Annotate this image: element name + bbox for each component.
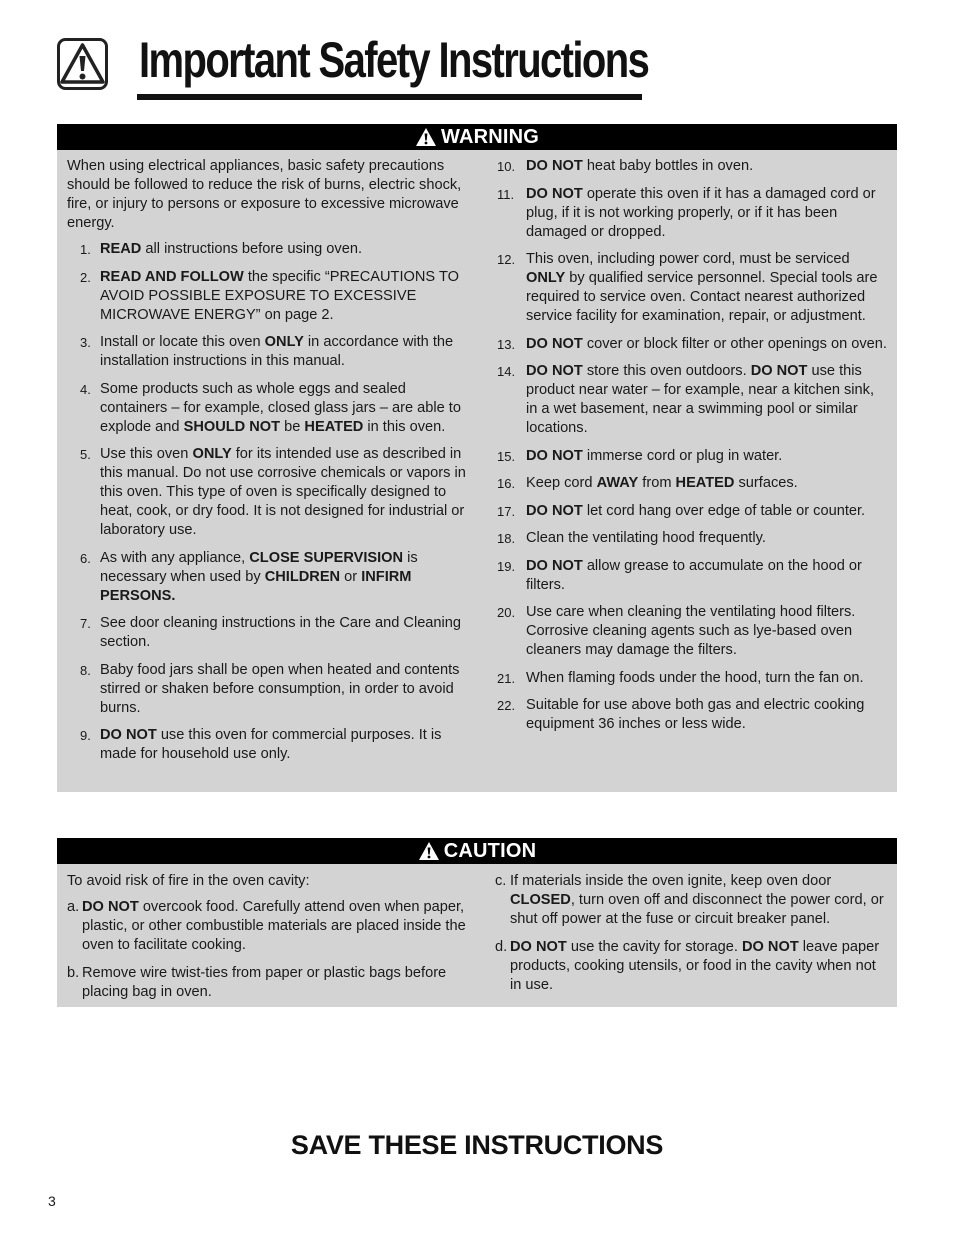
warning-item xyxy=(497,474,887,493)
warning-triangle-icon xyxy=(418,841,440,861)
warning-left-column xyxy=(67,157,467,773)
item-text: See door cleaning instructions in the Care and Cleaning section. xyxy=(100,615,462,650)
item-number: 14. xyxy=(497,364,516,379)
item-number: 10. xyxy=(497,159,516,174)
warning-item xyxy=(497,250,887,326)
warning-item xyxy=(497,157,887,176)
item-text: DO NOT immerse cord or plug in water. xyxy=(526,447,783,464)
item-text: Suitable for use above both gas and electric cooking equipment 36 inches or less wide. xyxy=(526,697,865,732)
item-number: 7. xyxy=(80,616,91,631)
warning-item xyxy=(67,268,467,325)
warning-item xyxy=(67,614,467,652)
item-text: DO NOT operate this oven if it has a damaged cord or plug, if it is not working properly, or if it has been damaged or dropped. xyxy=(526,185,876,240)
item-number: 3. xyxy=(80,335,91,350)
item-text: Keep cord AWAY from HEATED surfaces. xyxy=(526,475,798,491)
warning-item xyxy=(497,529,887,548)
caution-left-column xyxy=(67,872,467,1010)
warning-item xyxy=(497,696,887,734)
warning-right-column xyxy=(497,157,887,743)
item-number: 15. xyxy=(497,448,516,464)
item-number: 13. xyxy=(497,336,516,352)
item-text: READ AND FOLLOW the specific “PRECAUTIONS TO AVOID POSSIBLE EXPOSURE TO EXCESSIVE MICROWAVE ENERGY” on page 2. xyxy=(100,268,459,323)
caution-item: c. If materials inside the oven ignite, keep oven door CLOSED, turn oven off and disconnect the power cord, or shut off power at the fuse or circuit breaker panel. xyxy=(495,873,884,927)
page-title: Important Safety Instructions xyxy=(139,32,649,88)
caution-item: b. Remove wire twist-ties from paper or plastic bags before placing bag in oven. xyxy=(67,964,447,1000)
item-number: 11. xyxy=(497,186,515,202)
item-number: 21. xyxy=(497,670,516,686)
warning-item xyxy=(67,240,467,259)
item-number: 17. xyxy=(497,503,516,519)
item-number: 18. xyxy=(497,531,516,546)
item-text: READ all instructions before using oven. xyxy=(100,241,363,257)
item-text: Some products such as whole eggs and sealed containers – for example, closed glass jars – are able to explode and SHOULD NOT be HEATED in this oven. xyxy=(100,380,461,435)
warning-item xyxy=(497,447,887,466)
item-number: 4. xyxy=(80,381,91,397)
caution-label: CAUTION xyxy=(443,839,537,862)
warning-intro: When using electrical appliances, basic safety precautions should be followed to reduce the risk of burns, electric shock, fire, or injury to persons or exposure to excessive microwave energy. xyxy=(67,158,462,231)
warning-item xyxy=(67,726,467,764)
item-text: As with any appliance, CLOSE SUPERVISION is necessary when used by CHILDREN or INFIRM PERSONS. xyxy=(100,549,418,604)
item-text: Use this oven ONLY for its intended use as described in this manual. Do not use corrosive chemicals or vapors in this oven. This type of oven is specifically designed to heat, cook, or dry food. It is not designed for industrial or laboratory use. xyxy=(100,446,466,538)
item-text: When flaming foods under the hood, turn the fan on. xyxy=(526,669,864,686)
warning-item xyxy=(67,549,467,606)
item-text: DO NOT allow grease to accumulate on the hood or filters. xyxy=(526,557,862,593)
item-letter: a. xyxy=(67,899,80,915)
warning-triangle-icon xyxy=(57,38,108,90)
caution-item: a. DO NOT overcook food. Carefully attend oven when paper, plastic, or other combustible materials are placed inside the oven to facilitate cooking. xyxy=(67,899,466,953)
warning-item xyxy=(497,603,887,660)
item-text: Use care when cleaning the ventilating hood filters. Corrosive cleaning agents such as lye-based oven cleaners may damage the filters. xyxy=(526,604,856,658)
warning-item xyxy=(497,362,887,438)
item-text: Install or locate this oven ONLY in accordance with the installation instructions in this manual. xyxy=(100,334,454,369)
warning-triangle-icon xyxy=(415,127,437,147)
item-letter: b. xyxy=(67,964,80,981)
warning-item xyxy=(67,380,467,437)
caution-intro: To avoid risk of fire in the oven cavity: xyxy=(67,873,310,889)
item-text: DO NOT heat baby bottles in oven. xyxy=(526,158,754,174)
warning-item xyxy=(497,335,887,354)
caution-banner xyxy=(57,838,897,864)
caution-item: d. DO NOT use the cavity for storage. DO NOT leave paper products, cooking utensils, or food in the cavity when not in use. xyxy=(495,938,880,993)
item-letter: d. xyxy=(495,938,508,955)
item-text: DO NOT let cord hang over edge of table or counter. xyxy=(526,502,866,519)
item-number: 12. xyxy=(497,252,516,267)
warning-item xyxy=(497,185,887,242)
title-rule xyxy=(137,94,642,100)
item-number: 22. xyxy=(497,698,516,713)
warning-item xyxy=(497,557,887,595)
warning-label: WARNING xyxy=(440,125,540,148)
page-number: 3 xyxy=(48,1193,56,1209)
item-number: 2. xyxy=(80,269,91,285)
item-text: Baby food jars shall be open when heated and contents stirred or shaken before consumption, in order to avoid burns. xyxy=(100,661,460,716)
item-text: DO NOT use this oven for commercial purposes. It is made for household use only. xyxy=(100,727,442,762)
warning-item xyxy=(67,661,467,718)
item-text: This oven, including power cord, must be serviced ONLY by qualified service personnel. Special tools are required to service oven. Contact nearest authorized service facility for examination, repair, or adjustment. xyxy=(526,251,878,324)
item-number: 1. xyxy=(80,242,91,257)
item-number: 5. xyxy=(80,447,91,462)
item-number: 9. xyxy=(80,728,91,743)
item-text: DO NOT store this oven outdoors. DO NOT use this product near water – for example, near a kitchen sink, in a wet basement, near a swimming pool or similar locations. xyxy=(526,363,874,436)
item-number: 20. xyxy=(497,605,516,620)
item-text: Clean the ventilating hood frequently. xyxy=(526,530,766,546)
warning-item xyxy=(497,502,887,521)
warning-item xyxy=(67,333,467,371)
item-number: 16. xyxy=(497,476,516,491)
save-instructions-heading: SAVE THESE INSTRUCTIONS xyxy=(290,1130,664,1160)
caution-panel xyxy=(57,838,897,1007)
caution-right-column xyxy=(495,872,887,1003)
item-letter: c. xyxy=(495,873,507,889)
item-number: 19. xyxy=(497,558,516,574)
warning-banner xyxy=(57,124,897,150)
item-number: 8. xyxy=(80,662,91,678)
warning-item xyxy=(67,445,467,540)
warning-panel xyxy=(57,124,897,792)
item-text: DO NOT cover or block filter or other openings on oven. xyxy=(526,335,887,352)
warning-item xyxy=(497,669,887,688)
item-number: 6. xyxy=(80,550,91,566)
